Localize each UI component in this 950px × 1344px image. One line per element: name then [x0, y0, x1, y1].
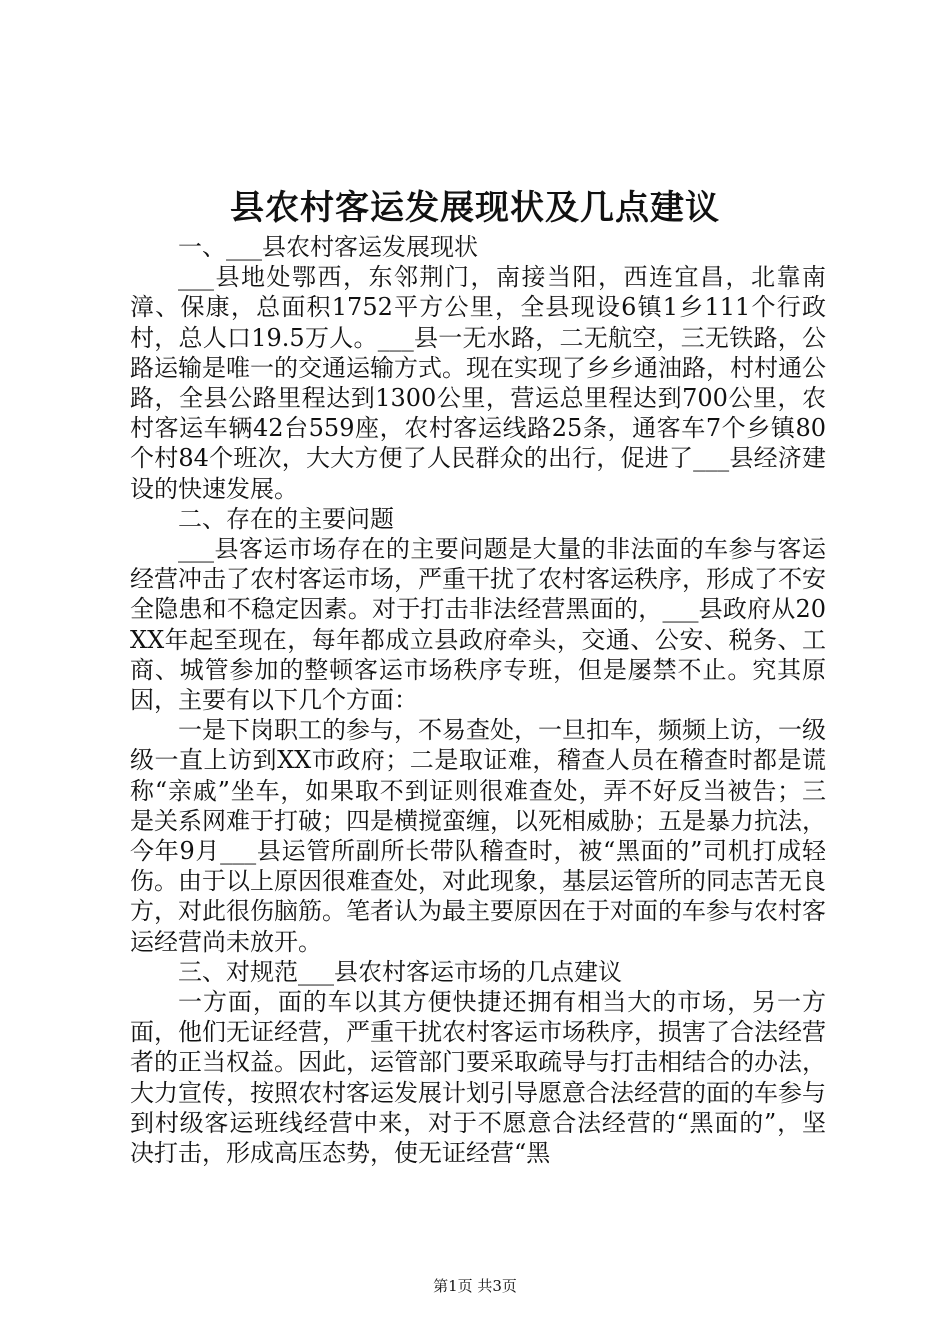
paragraph-county-overview: ___县地处鄂西，东邻荆门，南接当阳，西连宜昌，北靠南漳、保康，总面积1752平方公里，全县现设6镇1乡111个行政村，总人口19.5万人。___县一无水路，二无航空，三无铁路，公路运输是唯一的交通运输方式。现在实现了乡乡通油路，村村通公路，全县公路里程达到1300公里，营运总里程达到700公里，农村客运车辆42台559座，农村客运线路25条，通客车7个乡镇80个村84个班次，大大方便了人民群众的出行，促进了___县经济建设的快速发展。	[130, 263, 826, 503]
paragraph-suggestions: 一方面，面的车以其方便快捷还拥有相当大的市场，另一方面，他们无证经营，严重干扰农村客运市场秩序，损害了合法经营者的正当权益。因此，运管部门要采取疏导与打击相结合的办法，大力宣传，按照农村客运发展计划引导愿意合法经营的面的车参与到村级客运班线经营中来，对于不愿意合法经营的“黑面的”，坚决打击，形成高压态势，使无证经营“黑	[130, 988, 826, 1168]
section-heading-1: 一、___县农村客运发展现状	[178, 233, 478, 261]
paragraph-main-problems: ___县客运市场存在的主要问题是大量的非法面的车参与客运经营冲击了农村客运市场，严重干扰了农村客运秩序，形成了不安全隐患和不稳定因素。对于打击非法经营黑面的，___县政府从20XX年起至现在，每年都成立县政府牵头，交通、公安、税务、工商、城管参加的整顿客运市场秩序专班，但是屡禁不止。究其原因，主要有以下几个方面：	[130, 535, 826, 715]
page-number-footer: 第1页 共3页	[433, 1277, 517, 1295]
section-heading-2: 二、存在的主要问题	[178, 504, 394, 533]
document-title: 县农村客运发展现状及几点建议	[230, 188, 720, 228]
section-heading-3: 三、对规范___县农村客运市场的几点建议	[178, 957, 622, 986]
document-body	[130, 232, 826, 1168]
paragraph-reasons: 一是下岗职工的参与，不易查处，一旦扣车，频频上访，一级级一直上访到XX市政府；二是取证难，稽查人员在稽查时都是谎称“亲戚”坐车，如果取不到证则很难查处，弄不好反当被告；三是关系网难于打破；四是横搅蛮缠，以死相威胁；五是暴力抗法，今年9月___县运管所副所长带队稽查时，被“黑面的”司机打成轻伤。由于以上原因很难查处，对此现象，基层运管所的同志苦无良方，对此很伤脑筋。笔者认为最主要原因在于对面的车参与农村客运经营尚未放开。	[130, 716, 826, 956]
